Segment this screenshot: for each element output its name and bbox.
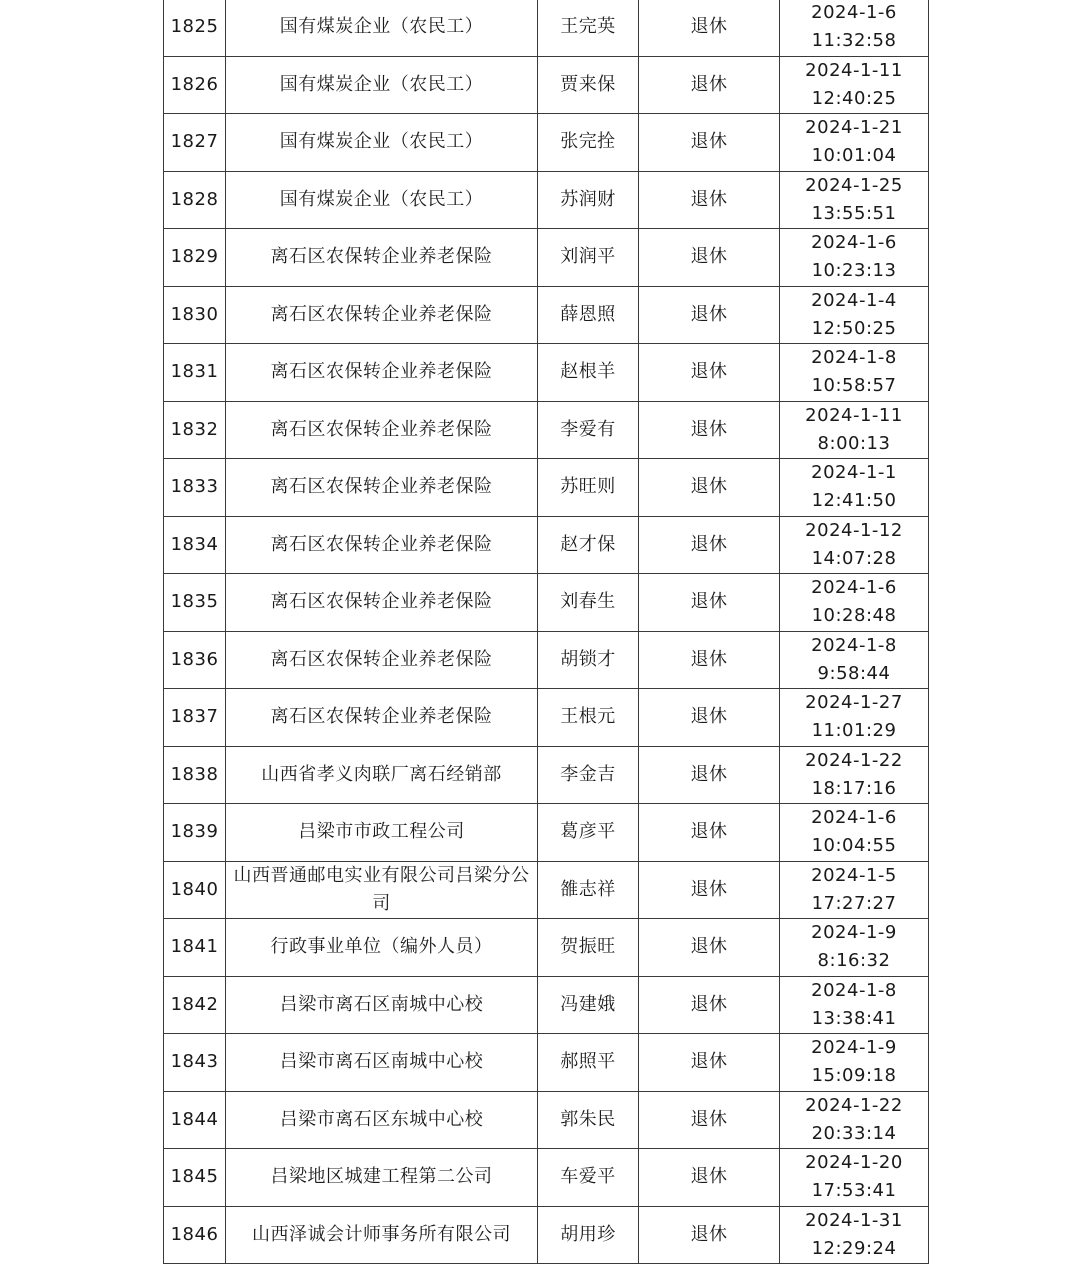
work-unit-cell: 吕梁市市政工程公司 (226, 804, 538, 862)
serial-number-cell: 1826 (164, 56, 226, 114)
work-unit-cell: 离石区农保转企业养老保险 (226, 229, 538, 287)
table-row (164, 804, 929, 862)
timestamp-time: 10:28:48 (811, 605, 897, 627)
serial-number-cell: 1846 (164, 1206, 226, 1264)
timestamp-cell (780, 1206, 929, 1264)
table-row (164, 1206, 929, 1264)
table-row (164, 919, 929, 977)
timestamp-date: 2024-1-12 (805, 519, 903, 541)
timestamp-time: 14:07:28 (811, 547, 897, 569)
work-unit-cell: 山西晋通邮电实业有限公司吕梁分公司 (226, 861, 538, 919)
person-name-cell: 王完英 (538, 0, 639, 56)
table-row (164, 114, 929, 172)
table-row (164, 1149, 929, 1207)
retirement-type-cell: 退休 (639, 516, 780, 574)
timestamp-time: 15:09:18 (811, 1065, 897, 1087)
timestamp-time: 8:16:32 (817, 950, 891, 972)
table-row (164, 516, 929, 574)
timestamp-time: 10:23:13 (811, 260, 897, 282)
table-row (164, 861, 929, 919)
serial-number-cell: 1829 (164, 229, 226, 287)
timestamp-date: 2024-1-11 (805, 404, 903, 426)
timestamp-time: 17:53:41 (811, 1180, 897, 1202)
serial-number-cell: 1839 (164, 804, 226, 862)
table-row (164, 976, 929, 1034)
work-unit-cell: 山西省孝义肉联厂离石经销部 (226, 746, 538, 804)
work-unit-cell: 离石区农保转企业养老保险 (226, 631, 538, 689)
retirement-type-cell: 退休 (639, 746, 780, 804)
serial-number-cell: 1843 (164, 1034, 226, 1092)
work-unit-cell: 吕梁市离石区南城中心校 (226, 1034, 538, 1092)
timestamp-time: 12:40:25 (811, 87, 897, 109)
retirement-type-cell: 退休 (639, 1149, 780, 1207)
work-unit-cell: 国有煤炭企业（农民工） (226, 56, 538, 114)
person-name-cell: 张完拴 (538, 114, 639, 172)
work-unit-cell: 吕梁地区城建工程第二公司 (226, 1149, 538, 1207)
serial-number-cell: 1831 (164, 344, 226, 402)
timestamp-time: 9:58:44 (817, 662, 891, 684)
timestamp-time: 10:01:04 (811, 145, 897, 167)
timestamp-date: 2024-1-4 (811, 289, 897, 311)
work-unit-cell: 离石区农保转企业养老保险 (226, 286, 538, 344)
timestamp-time: 13:38:41 (811, 1007, 897, 1029)
document-page (163, 0, 928, 1264)
retirement-type-cell: 退休 (639, 861, 780, 919)
table-row (164, 56, 929, 114)
person-name-cell: 车爱平 (538, 1149, 639, 1207)
timestamp-date: 2024-1-21 (805, 117, 903, 139)
timestamp-time: 11:01:29 (811, 720, 897, 742)
timestamp-date: 2024-1-6 (811, 232, 897, 254)
table-row (164, 229, 929, 287)
work-unit-cell: 离石区农保转企业养老保险 (226, 516, 538, 574)
retirement-type-cell: 退休 (639, 114, 780, 172)
work-unit-cell: 离石区农保转企业养老保险 (226, 401, 538, 459)
timestamp-cell (780, 344, 929, 402)
timestamp-date: 2024-1-31 (805, 1209, 903, 1231)
serial-number-cell: 1837 (164, 689, 226, 747)
table-row (164, 1091, 929, 1149)
timestamp-time: 11:32:58 (811, 30, 897, 52)
timestamp-date: 2024-1-22 (805, 1094, 903, 1116)
work-unit-cell: 离石区农保转企业养老保险 (226, 689, 538, 747)
table-row (164, 171, 929, 229)
serial-number-cell: 1844 (164, 1091, 226, 1149)
records-table (163, 0, 929, 1264)
timestamp-time: 13:55:51 (811, 202, 897, 224)
timestamp-date: 2024-1-6 (811, 577, 897, 599)
timestamp-cell (780, 229, 929, 287)
retirement-type-cell: 退休 (639, 631, 780, 689)
person-name-cell: 雒志祥 (538, 861, 639, 919)
serial-number-cell: 1845 (164, 1149, 226, 1207)
table-row (164, 746, 929, 804)
timestamp-date: 2024-1-20 (805, 1152, 903, 1174)
retirement-type-cell: 退休 (639, 919, 780, 977)
retirement-type-cell: 退休 (639, 689, 780, 747)
person-name-cell: 胡锁才 (538, 631, 639, 689)
timestamp-cell (780, 1149, 929, 1207)
timestamp-date: 2024-1-6 (811, 807, 897, 829)
timestamp-date: 2024-1-8 (811, 347, 897, 369)
timestamp-date: 2024-1-9 (811, 1037, 897, 1059)
timestamp-cell (780, 1034, 929, 1092)
timestamp-date: 2024-1-8 (811, 979, 897, 1001)
serial-number-cell: 1840 (164, 861, 226, 919)
serial-number-cell: 1827 (164, 114, 226, 172)
retirement-type-cell: 退休 (639, 401, 780, 459)
serial-number-cell: 1836 (164, 631, 226, 689)
person-name-cell: 苏润财 (538, 171, 639, 229)
serial-number-cell: 1825 (164, 0, 226, 56)
work-unit-cell: 吕梁市离石区南城中心校 (226, 976, 538, 1034)
timestamp-cell (780, 401, 929, 459)
retirement-type-cell: 退休 (639, 56, 780, 114)
timestamp-time: 10:58:57 (811, 375, 897, 397)
timestamp-cell (780, 746, 929, 804)
serial-number-cell: 1842 (164, 976, 226, 1034)
timestamp-time: 20:33:14 (811, 1122, 897, 1144)
table-row (164, 631, 929, 689)
timestamp-cell (780, 631, 929, 689)
person-name-cell: 刘润平 (538, 229, 639, 287)
timestamp-date: 2024-1-11 (805, 59, 903, 81)
retirement-type-cell: 退休 (639, 459, 780, 517)
timestamp-cell (780, 1091, 929, 1149)
retirement-type-cell: 退休 (639, 229, 780, 287)
table-row (164, 344, 929, 402)
table-row (164, 401, 929, 459)
retirement-type-cell: 退休 (639, 171, 780, 229)
work-unit-cell: 离石区农保转企业养老保险 (226, 574, 538, 632)
work-unit-cell: 离石区农保转企业养老保险 (226, 344, 538, 402)
person-name-cell: 薛恩照 (538, 286, 639, 344)
work-unit-cell: 国有煤炭企业（农民工） (226, 0, 538, 56)
timestamp-cell (780, 976, 929, 1034)
timestamp-date: 2024-1-22 (805, 749, 903, 771)
person-name-cell: 王根元 (538, 689, 639, 747)
timestamp-date: 2024-1-6 (811, 2, 897, 24)
person-name-cell: 赵才保 (538, 516, 639, 574)
person-name-cell: 胡用珍 (538, 1206, 639, 1264)
person-name-cell: 冯建娥 (538, 976, 639, 1034)
timestamp-cell (780, 516, 929, 574)
serial-number-cell: 1838 (164, 746, 226, 804)
timestamp-cell (780, 171, 929, 229)
timestamp-cell (780, 861, 929, 919)
timestamp-date: 2024-1-27 (805, 692, 903, 714)
table-row (164, 1034, 929, 1092)
table-row (164, 459, 929, 517)
timestamp-time: 12:50:25 (811, 317, 897, 339)
timestamp-cell (780, 919, 929, 977)
work-unit-cell: 吕梁市离石区东城中心校 (226, 1091, 538, 1149)
person-name-cell: 李金吉 (538, 746, 639, 804)
timestamp-cell (780, 114, 929, 172)
timestamp-time: 18:17:16 (811, 777, 897, 799)
timestamp-date: 2024-1-9 (811, 922, 897, 944)
work-unit-cell: 山西泽诚会计师事务所有限公司 (226, 1206, 538, 1264)
person-name-cell: 贺振旺 (538, 919, 639, 977)
serial-number-cell: 1828 (164, 171, 226, 229)
timestamp-time: 12:29:24 (811, 1237, 897, 1259)
retirement-type-cell: 退休 (639, 286, 780, 344)
person-name-cell: 贾来保 (538, 56, 639, 114)
timestamp-cell (780, 0, 929, 56)
table-row (164, 0, 929, 56)
person-name-cell: 葛彦平 (538, 804, 639, 862)
person-name-cell: 郭朱民 (538, 1091, 639, 1149)
serial-number-cell: 1835 (164, 574, 226, 632)
work-unit-cell: 离石区农保转企业养老保险 (226, 459, 538, 517)
serial-number-cell: 1834 (164, 516, 226, 574)
timestamp-date: 2024-1-5 (811, 864, 897, 886)
table-row (164, 286, 929, 344)
person-name-cell: 赵根羊 (538, 344, 639, 402)
serial-number-cell: 1832 (164, 401, 226, 459)
work-unit-cell: 国有煤炭企业（农民工） (226, 114, 538, 172)
person-name-cell: 苏旺则 (538, 459, 639, 517)
timestamp-date: 2024-1-1 (811, 462, 897, 484)
timestamp-time: 17:27:27 (811, 892, 897, 914)
retirement-type-cell: 退休 (639, 804, 780, 862)
person-name-cell: 刘春生 (538, 574, 639, 632)
table-row (164, 574, 929, 632)
work-unit-cell: 国有煤炭企业（农民工） (226, 171, 538, 229)
table-row (164, 689, 929, 747)
timestamp-time: 12:41:50 (811, 490, 897, 512)
person-name-cell: 李爱有 (538, 401, 639, 459)
retirement-type-cell: 退休 (639, 0, 780, 56)
person-name-cell: 郝照平 (538, 1034, 639, 1092)
timestamp-time: 8:00:13 (817, 432, 891, 454)
timestamp-cell (780, 459, 929, 517)
timestamp-time: 10:04:55 (811, 835, 897, 857)
timestamp-cell (780, 286, 929, 344)
retirement-type-cell: 退休 (639, 976, 780, 1034)
serial-number-cell: 1833 (164, 459, 226, 517)
records-table-body (164, 0, 929, 1264)
retirement-type-cell: 退休 (639, 1091, 780, 1149)
retirement-type-cell: 退休 (639, 574, 780, 632)
timestamp-date: 2024-1-25 (805, 174, 903, 196)
serial-number-cell: 1841 (164, 919, 226, 977)
timestamp-cell (780, 56, 929, 114)
timestamp-cell (780, 804, 929, 862)
serial-number-cell: 1830 (164, 286, 226, 344)
work-unit-cell: 行政事业单位（编外人员） (226, 919, 538, 977)
timestamp-date: 2024-1-8 (811, 634, 897, 656)
retirement-type-cell: 退休 (639, 1034, 780, 1092)
retirement-type-cell: 退休 (639, 1206, 780, 1264)
timestamp-cell (780, 689, 929, 747)
retirement-type-cell: 退休 (639, 344, 780, 402)
timestamp-cell (780, 574, 929, 632)
